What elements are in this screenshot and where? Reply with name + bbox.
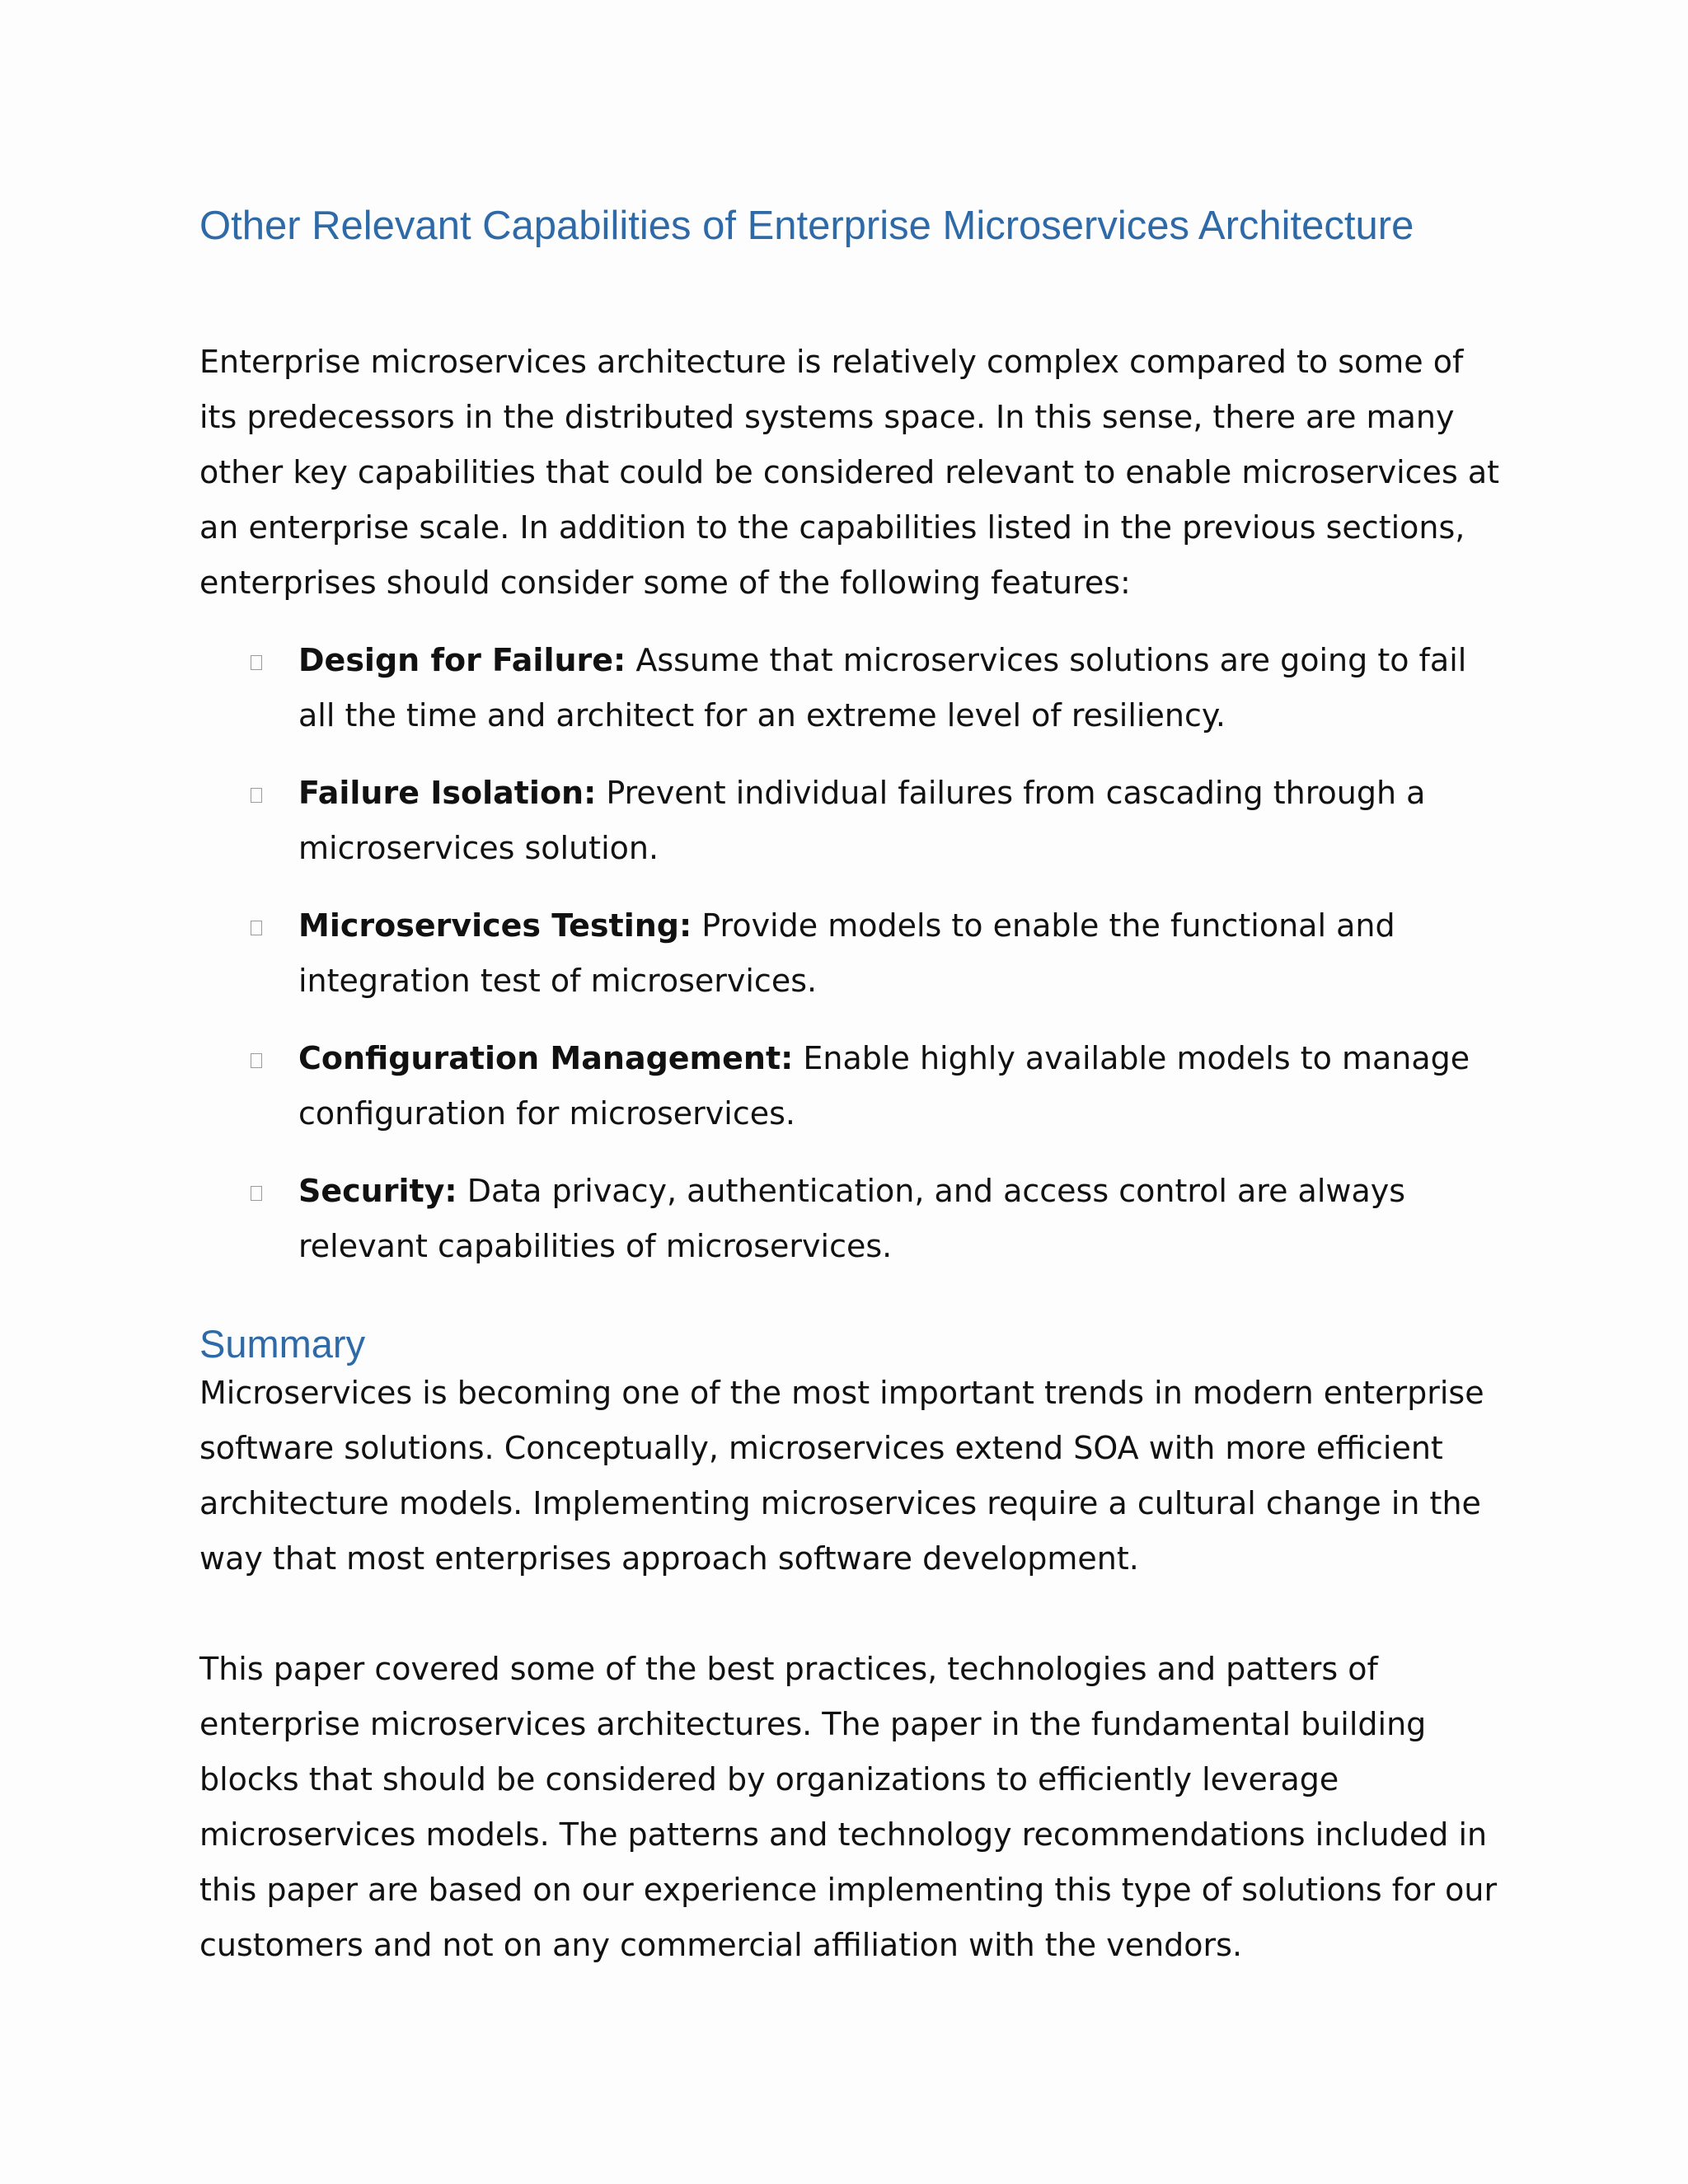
capabilities-list xyxy=(199,633,1502,1296)
capability-term: Security: xyxy=(298,1173,457,1209)
list-item-text xyxy=(298,633,1510,743)
list-item-text xyxy=(298,1031,1510,1141)
list-item-text xyxy=(298,898,1510,1009)
capability-term: Failure Isolation: xyxy=(298,775,597,811)
summary-paragraph-2: This paper covered some of the best practices, technologies and patters of enterprise microservices architectures. The paper in the fundamental building blocks that should be considered by organizations to efficiently leverage microservices models. The patterns and technology recommendations included in this paper are based on our experience implementing this type of solutions for our customers and not on any commercial affiliation with the vendors. xyxy=(199,1651,1498,1963)
capability-description: Provide models to enable the functional and integration test of microservices. xyxy=(298,907,1395,999)
bullet-box-icon xyxy=(251,1186,262,1201)
list-item xyxy=(199,1164,1502,1274)
capability-term: Design for Failure: xyxy=(298,642,626,678)
capability-description: Data privacy, authentication, and access control are always relevant capabilities of microservices. xyxy=(298,1173,1406,1264)
intro-paragraph: Enterprise microservices architecture is relatively complex compared to some of its predecessors in the distributed systems space. In this sense, there are many other key capabilities that could be considered relevant to enable microservices at an enterprise scale. In addition to the capabilities listed in the previous sections, enterprises should consider some of the following features: xyxy=(199,344,1499,601)
section-title: Other Relevant Capabilities of Enterprise Microservices Architecture xyxy=(199,204,1414,248)
list-item xyxy=(199,1031,1502,1141)
list-item xyxy=(199,898,1502,1009)
bullet-box-icon xyxy=(251,921,262,935)
capability-description: Assume that microservices solutions are going to fail all the time and architect for an extreme level of resiliency. xyxy=(298,642,1467,733)
capability-term: Microservices Testing: xyxy=(298,907,692,944)
bullet-box-icon xyxy=(251,1053,262,1068)
summary-heading: Summary xyxy=(199,1322,366,1366)
bullet-box-icon xyxy=(251,788,262,803)
bullet-box-icon xyxy=(251,655,262,670)
list-item-text xyxy=(298,766,1510,876)
capability-description: Enable highly available models to manage configuration for microservices. xyxy=(298,1040,1470,1132)
capability-term: Configuration Management: xyxy=(298,1040,794,1076)
list-item xyxy=(199,766,1502,876)
list-item-text xyxy=(298,1164,1510,1274)
summary-paragraph-1: Microservices is becoming one of the most important trends in modern enterprise software solutions. Conceptually, microservices extend SOA with more efficient architecture models. Implementing microservices require a cultural change in the way that most enterprises approach software development. xyxy=(199,1375,1484,1577)
list-item xyxy=(199,633,1502,743)
capability-description: Prevent individual failures from cascading through a microservices solution. xyxy=(298,775,1426,866)
